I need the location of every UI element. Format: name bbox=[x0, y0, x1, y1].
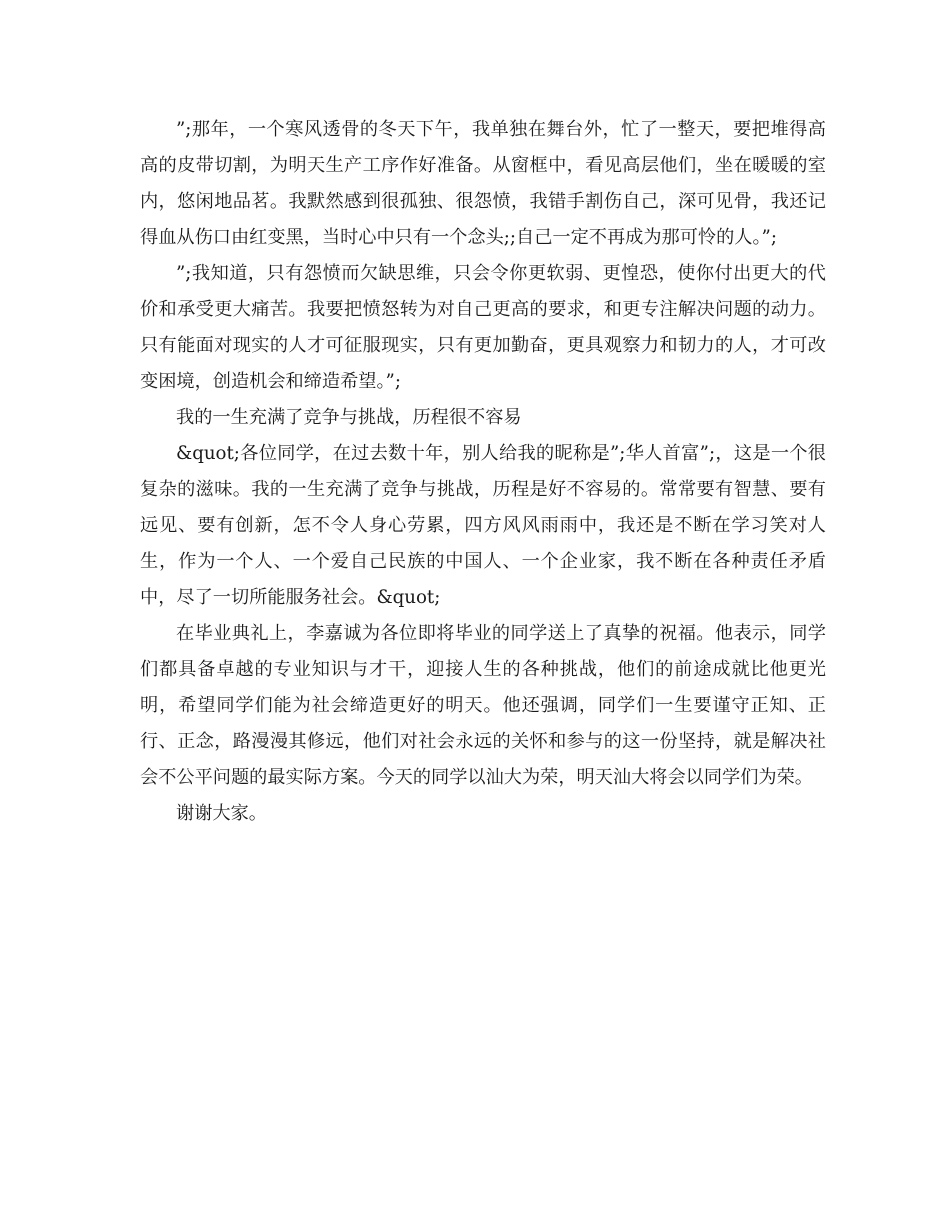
paragraph-section-heading: 我的一生充满了竞争与挑战，历程很不容易 bbox=[176, 407, 522, 428]
paragraph-nickname-quote: &quot;各位同学，在过去数十年，别人给我的昵称是”;华人首富”;，这是一个很复杂的滋味。我的一生充满了竞争与挑战，历程是好不容易的。常常要有智慧、要有远见、要有创新，怎不令人身心劳累，四方风风雨雨中，我还是不断在学习笑对人生，作为一个人、一个爱自己民族的中国人、一个企业家，我不断在各种责任矛盾中，尽了一切所能服务社会。&quot; bbox=[140, 443, 826, 608]
paragraph-graduation-blessing: 在毕业典礼上，李嘉诚为各位即将毕业的同学送上了真挚的祝福。他表示，同学们都具备卓越的专业知识与才干，迎接人生的各种挑战，他们的前途成就比他更光明，希望同学们能为社会缔造更好的明天。他还强调，同学们一生要谨守正知、正行、正念，路漫漫其修远，他们对社会永远的关怀和参与的这一份坚持，就是解决社会不公平问题的最实际方案。今天的同学以汕大为荣，明天汕大将会以同学们为荣。 bbox=[140, 623, 826, 788]
paragraph-closing-thanks: 谢谢大家。 bbox=[176, 803, 267, 824]
paragraph-anger-to-motivation: ”;我知道，只有怨愤而欠缺思维，只会令你更软弱、更惶恐，使你付出更大的代价和承受更大痛苦。我要把愤怒转为对自己更高的要求，和更专注解决问题的动力。只有能面对现实的人才可征服现实，只有更加勤奋，更具观察力和韧力的人，才可改变困境，创造机会和缔造希望。”; bbox=[140, 263, 826, 392]
document-body bbox=[140, 112, 826, 832]
paragraph-stage-memory: ”;那年，一个寒风透骨的冬天下午，我单独在舞台外，忙了一整天，要把堆得高高的皮带切割，为明天生产工序作好准备。从窗框中，看见高层他们，坐在暖暖的室内，悠闲地品茗。我默然感到很孤独、很怨愤，我错手割伤自己，深可见骨，我还记得血从伤口由红变黑，当时心中只有一个念头;;自己一定不再成为那可怜的人。”; bbox=[140, 119, 826, 248]
